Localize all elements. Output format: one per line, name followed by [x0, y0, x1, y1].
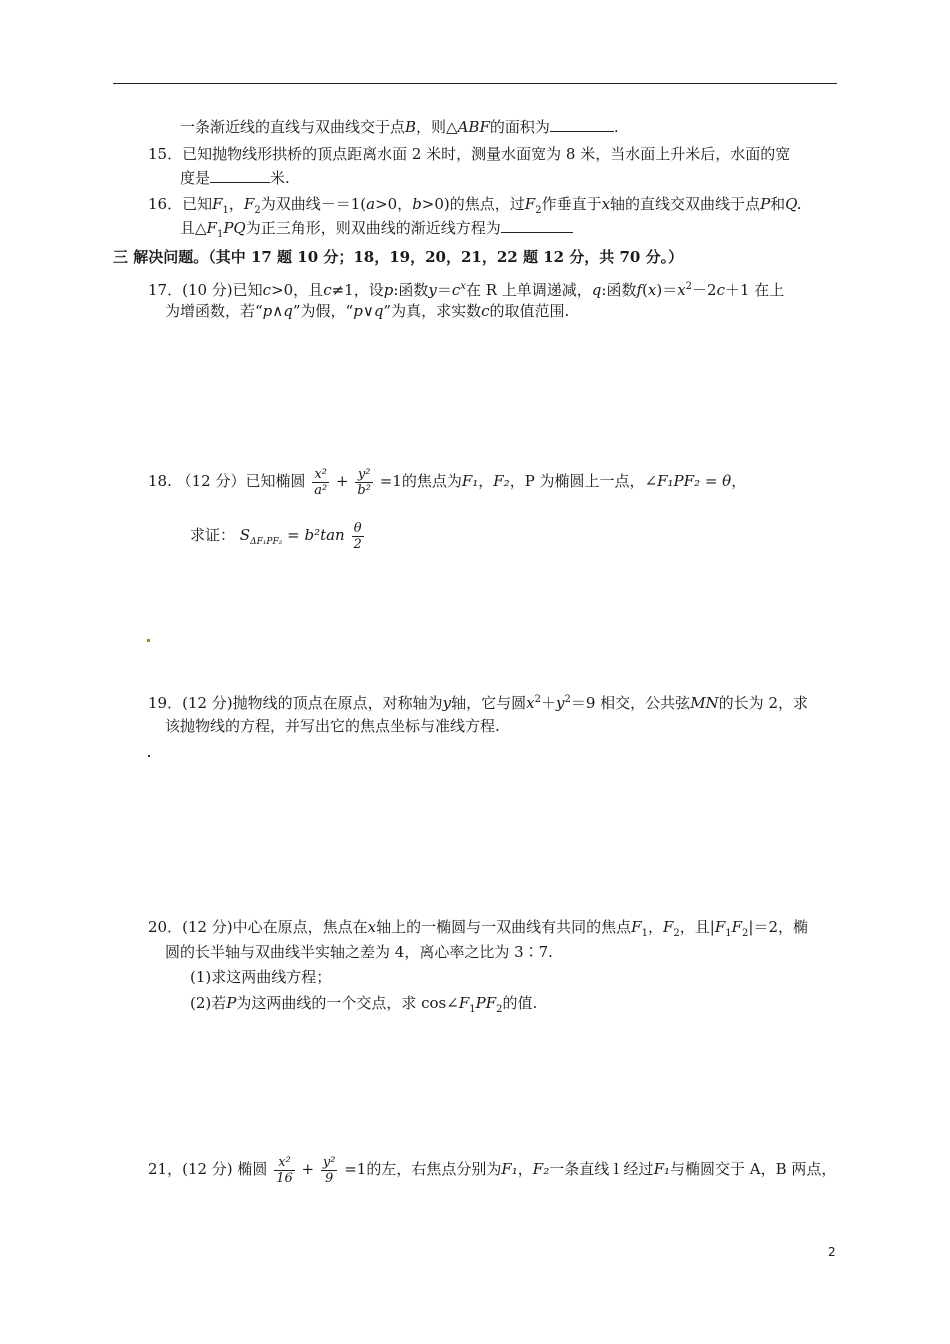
- q20-line4: (2)若P为这两曲线的一个交点，求 $\cos\angle F_1PF_2$的值.: [190, 994, 538, 1015]
- q17-line1: 17．(10 分)已知c>0，且c≠1，设p:函数$y=c^x$在 R 上单调递减，q:函数$f(x)=x^2-2c+1$ 在上: [148, 281, 785, 299]
- fraction-y2-9: $\frac{\text{y²}}{9}$: [322, 1154, 336, 1186]
- q19-line1: 19．(12 分)抛物线的顶点在原点，对称轴为y轴，它与圆$x^2+y^2=9$ 相交，公共弦MN的长为 2，求: [148, 694, 808, 712]
- q15-line2: 度是 米.: [180, 169, 290, 187]
- fraction-x2-a2: $\frac{\text{x²}}{\text{a²}}$: [314, 466, 328, 498]
- page-number: 2: [828, 1245, 836, 1259]
- q16-line1: 16．已知$F_1$，$F_2$为双曲线－＝1(a>0，b>0)的焦点，过$F_2$作垂直于x轴的直线交双曲线于点P和Q.: [148, 195, 802, 216]
- q17-line2: 为增函数，若“p∧q”为假，“p∨q”为真，求实数c的取值范围.: [165, 302, 570, 320]
- q18-line1: 18. （12 分）已知椭圆 $\frac{\text{x²}}{\text{a²}}$ + $\frac{\text{y²}}{\text{b²}}$ =1的焦点为F₁，F₂，P 为椭圆上一点，∠F₁PF₂ = θ，: [148, 466, 747, 498]
- header-rule: [113, 83, 837, 84]
- section-3-heading: 三 解决问题。（其中 17 题 10 分；18，19，20，21，22 题 12 分，共 70 分。）: [113, 248, 684, 266]
- q19-line2: 该抛物线的方程，并写出它的焦点坐标与准线方程.: [165, 717, 500, 735]
- q20-line3: (1)求这两曲线方程；: [190, 968, 332, 986]
- fraction-y2-b2: $\frac{\text{y²}}{\text{b²}}$: [357, 466, 371, 498]
- fraction-x2-16: $\frac{\text{x²}}{16}$: [276, 1154, 293, 1186]
- q20-line2: 圆的长半轴与双曲线半实轴之差为 4，离心率之比为 3∶7.: [165, 943, 553, 961]
- q14-tail-line: 一条渐近线的直线与双曲线交于点B，则△ABF的面积为 .: [180, 118, 619, 136]
- answer-blank[interactable]: [210, 168, 270, 183]
- stray-dot: [148, 755, 150, 757]
- stray-mark: [147, 639, 150, 642]
- q21-line1: 21，(12 分) 椭圆 $\frac{\text{x²}}{16}$ + $\frac{\text{y²}}{9}$ =1的左，右焦点分别为F₁，F₂一条直线 l 经过F₁与椭圆交于 A，B 两点，: [148, 1154, 837, 1186]
- q15-line1: 15．已知抛物线形拱桥的顶点距离水面 2 米时，测量水面宽为 8 米，当水面上升米后，水面的宽: [148, 145, 791, 163]
- answer-blank[interactable]: [550, 117, 614, 132]
- q18-line2: 求证： $S_{\Delta F_1PF_2} = b^2\tan$ $\frac{\theta}{2}$: [190, 520, 362, 552]
- q20-line1: 20．(12 分)中心在原点，焦点在x轴上的一椭圆与一双曲线有共同的焦点$F_1$，$F_2$，且$|F_1F_2|=2$，椭: [148, 918, 809, 939]
- answer-blank[interactable]: [501, 218, 573, 233]
- fraction-theta-2: $\frac{\theta}{2}$: [353, 520, 362, 552]
- q16-line2: 且$\triangle F_1PQ$为正三角形，则双曲线的渐近线方程为: [180, 218, 573, 245]
